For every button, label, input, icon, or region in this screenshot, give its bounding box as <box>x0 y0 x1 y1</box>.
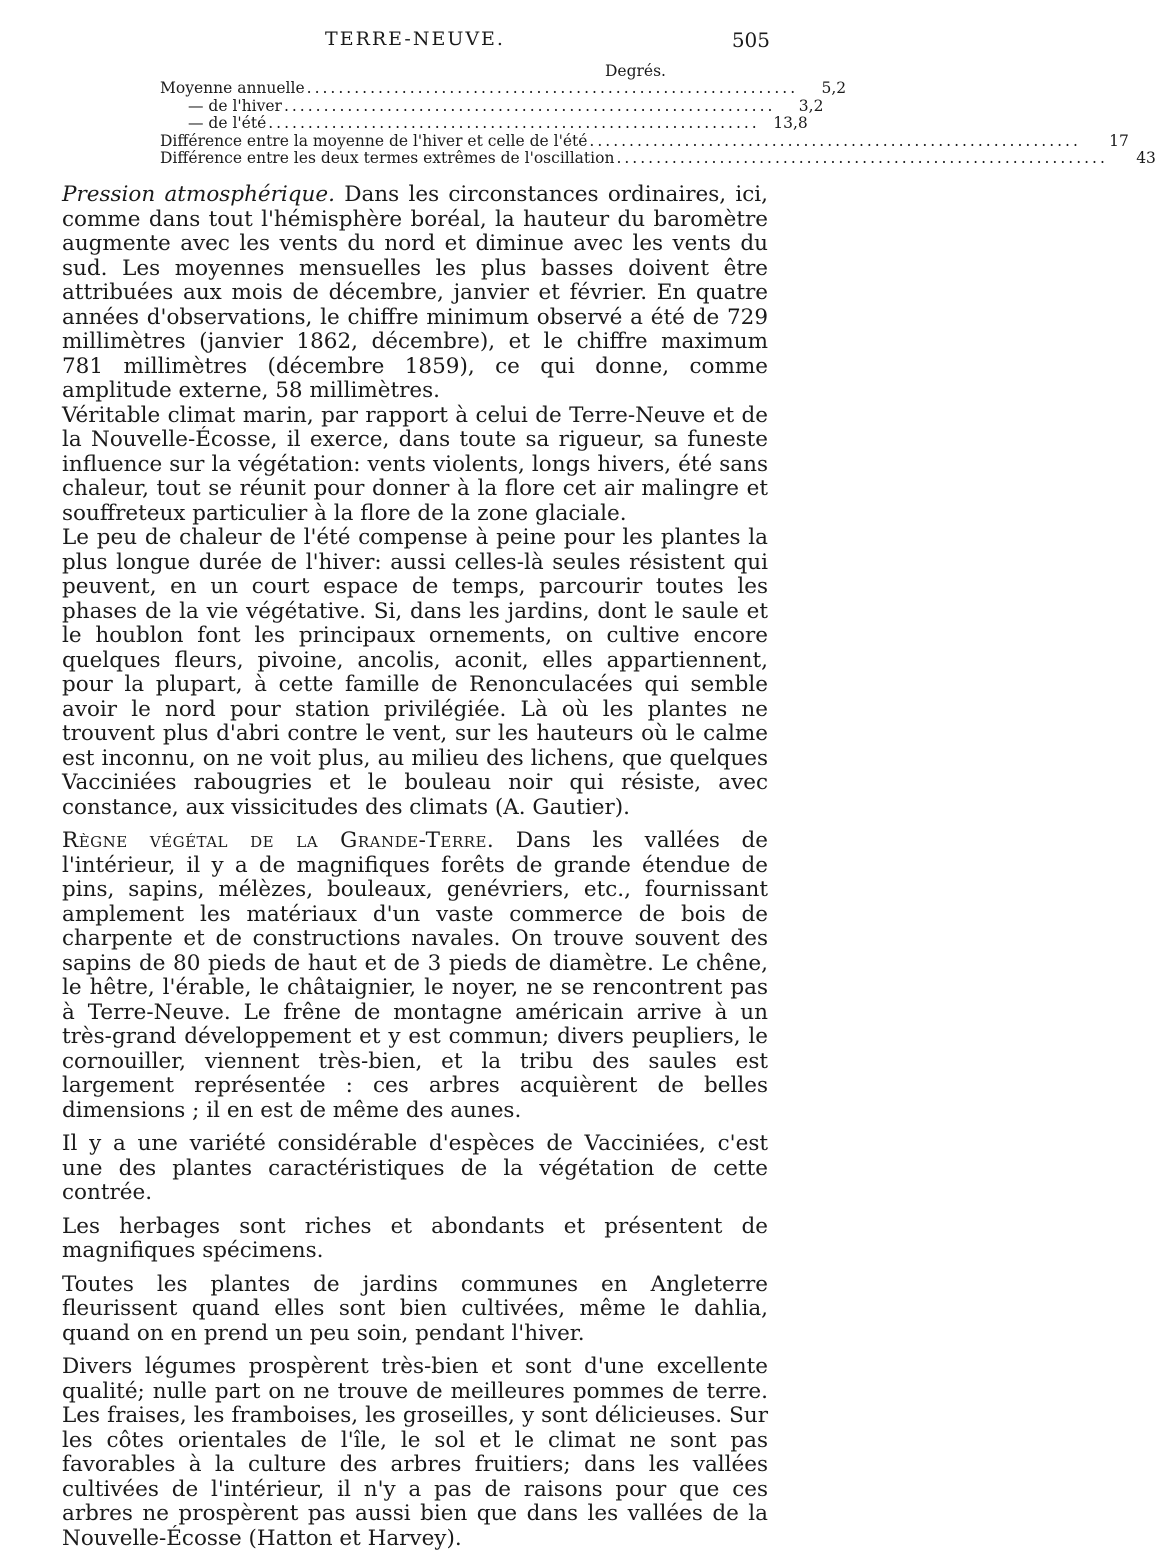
table-row <box>160 79 847 98</box>
paragraph-chaleur: Le peu de chaleur de l'été compense à peine pour les plantes la plus longue durée de l'hiver: aussi celles-là seules résistent qui peuvent, en un court espace de temps, parcourir toutes les phases de la vie végétative. Si, dans les jardins, dont le saule et le houblon font les principaux ornements, on cultive encore quelques fleurs, pivoine, ancolis, aconit, elles appartiennent, pour la plupart, à cette famille de Renonculacées qui semble avoir le nord pour station privilégiée. Là où les plantes ne trouvent plus d'abri contre le vent, sur les hauteurs où le calme est inconnu, on ne voit plus, au milieu des lichens, que quelques Vacciniées rabougries et le bouleau noir qui résiste, avec constance, aux vissicitudes des climats (A. Gautier). <box>62 525 768 820</box>
section-heading-pression: Pression atmosphérique. <box>62 182 335 207</box>
leader-dots: .............................................................. <box>616 149 1108 168</box>
table-row-label: — de l'été <box>188 114 267 133</box>
paragraph-text: Dans les circonstances ordinaires, ici, comme dans tout l'hémisphère boréal, la hauteur du baromètre augmente avec les vents du nord et diminue avec les vents du sud. Les moyennes mensuelles les plus basses doivent être attribuées aux mois de décembre, janvier et février. En quatre années d'observations, le chiffre minimum observé a été de 729 millimètres (janvier 1862, décembre), et le chiffre maximum 781 millimètres (décembre 1859), ce qui donne, comme amplitude externe, 58 millimètres. <box>62 182 768 403</box>
page-header <box>60 28 770 52</box>
table-row-value: 43 <box>1136 149 1156 168</box>
temperature-table <box>160 62 1156 168</box>
table-row-label: — de l'hiver <box>188 96 282 115</box>
table-units: Degrés. <box>605 62 666 80</box>
table-row <box>160 131 1129 150</box>
table-row-label: Différence entre la moyenne de l'hiver et celle de l'été <box>160 131 588 150</box>
paragraph-herbages: Les herbages sont riches et abondants et présentent de magnifiques spécimens. <box>62 1213 768 1263</box>
paragraph-pression <box>62 183 768 404</box>
page-number: 505 <box>731 28 770 52</box>
table-row <box>160 149 1156 168</box>
paragraph-jardins: Toutes les plantes de jardins communes en Angleterre fleurissent quand elles sont bien cultivées, même le dahlia, quand on en prend un peu soin, pendant l'hiver. <box>62 1271 768 1346</box>
table-row-value: 17 <box>1109 131 1129 150</box>
paragraph-legumes: Divers légumes prospèrent très-bien et sont d'une excellente qualité; nulle part on ne trouve de meilleures pommes de terre. Les fraises, les framboises, les groseilles, y sont délicieuses. Sur les côtes orientales de l'île, le sol et le climat ne sont pas favorables à la culture des arbres fruitiers; dans les vallées cultivées de l'intérieur, il n'y a pas de raisons pour que ces arbres ne prospèrent pas aussi bien que dans les vallées de la Nouvelle-Écosse (Hatton et Harvey). <box>62 1354 768 1551</box>
table-row-value: 3,2 <box>798 96 824 115</box>
leader-dots: .............................................................. <box>306 79 799 98</box>
paragraph-climat-marin: Véritable climat marin, par rapport à celui de Terre-Neuve et de la Nouvelle-Écosse, il exerce, dans toute sa rigueur, sa funeste influence sur la végétation: vents violents, longs hivers, été sans chaleur, tout se réunit pour donner à la flore cet air malingre et souffreteux particulier à la flore de la zone glaciale. <box>62 402 768 526</box>
paragraph-regne-vegetal <box>62 829 768 1123</box>
section-heading-regne-vegetal: Règne végétal de la Grande-Terre. <box>62 828 495 853</box>
table-row <box>160 114 808 133</box>
running-title: TERRE-NEUVE. <box>325 28 505 50</box>
table-row-value: 5,2 <box>821 79 847 98</box>
leader-dots: .............................................................. <box>589 131 1081 150</box>
table-row <box>160 96 824 115</box>
table-row-label: Moyenne annuelle <box>160 79 305 98</box>
paragraph-vacciniees: Il y a une variété considérable d'espèces de Vacciniées, c'est une des plantes caractéristiques de la végétation de cette contrée. <box>62 1131 768 1205</box>
leader-dots: .............................................................. <box>283 96 776 115</box>
paragraph-text: Dans les vallées de l'intérieur, il y a de magnifiques forêts de grande étendue de pins, sapins, mélèzes, bouleaux, genévriers, etc., fournissant amplement les matériaux d'un vaste commerce de bois de charpente et de constructions navales. On trouve souvent des sapins de 80 pieds de haut et de 3 pieds de diamètre. Le chêne, le hêtre, l'érable, le châtaignier, le noyer, ne se rencontrent pas à Terre-Neuve. Le frêne de montagne américain arrive à un très-grand développement et y est commun; divers peupliers, le cornouiller, viennent très-bien, et la tribu des saules est largement représentée : ces arbres acquièrent de belles dimensions ; il en est de même des aunes. <box>62 828 768 1123</box>
table-row-value: 13,8 <box>773 114 808 133</box>
body-text <box>62 183 768 1551</box>
leader-dots: .............................................................. <box>268 114 760 133</box>
table-row-label: Différence entre les deux termes extrêmes de l'oscillation <box>160 149 615 168</box>
